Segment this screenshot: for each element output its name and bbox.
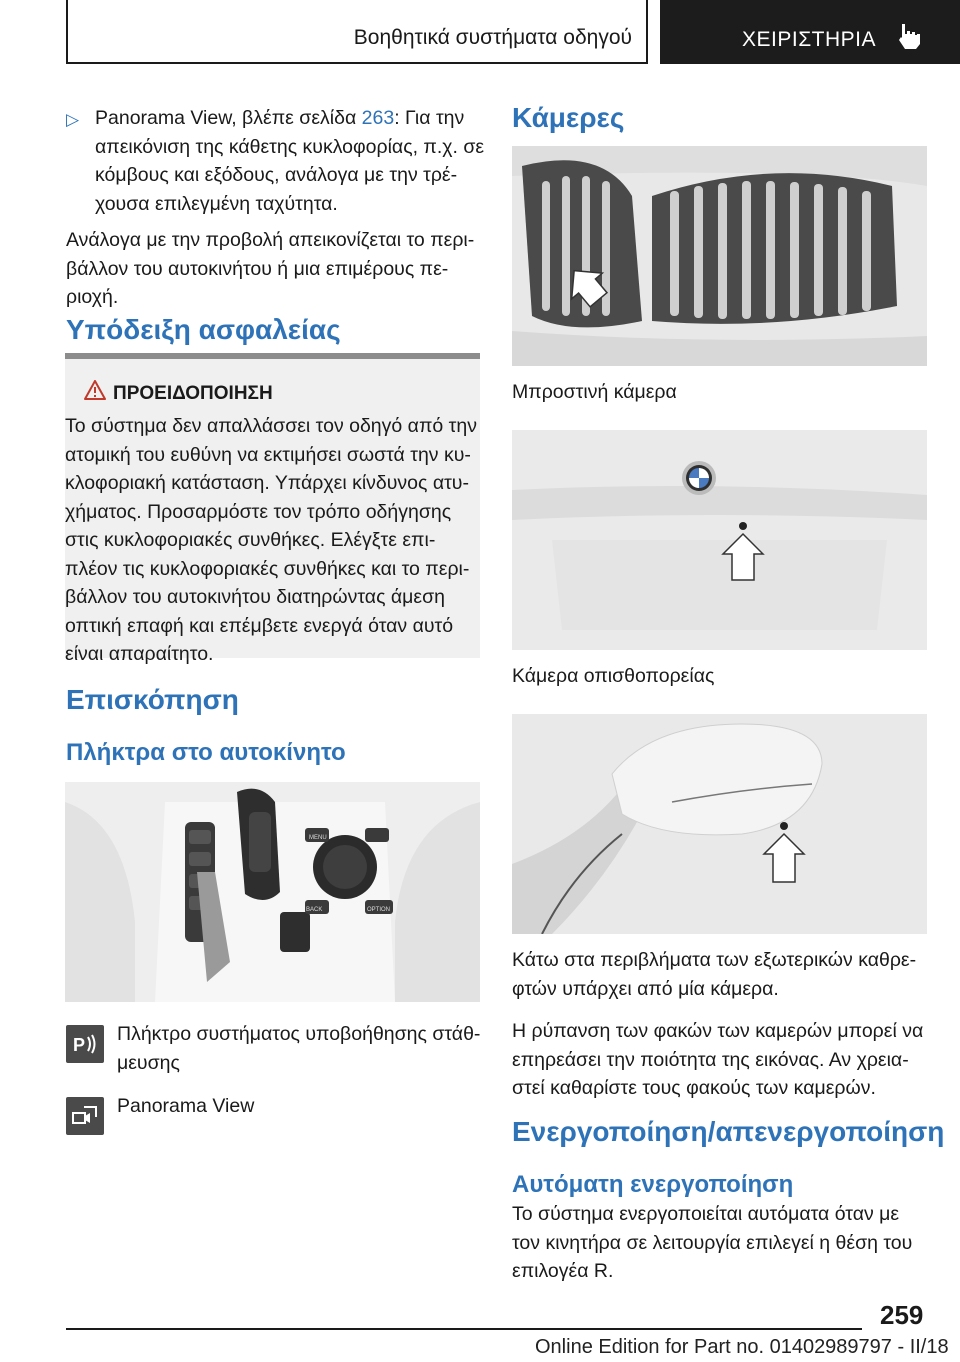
mirror-camera-text [512,946,932,1003]
page-number: 259 [880,1300,924,1330]
paragraph-line: Κάτω στα περιβλήματα των εξωτερικών καθρε- [512,949,917,971]
parking-assistant-button-icon [66,1025,104,1063]
paragraph-line: τον κινητήρα σε λειτουργία επιλεγεί η θέση του [512,1231,913,1254]
panorama-view-button-icon [66,1097,104,1135]
warning-line: χήματος. Προσαρμόστε τον τρόπο οδήγησης [65,500,452,523]
paragraph-line: Ανάλογα με την προβολή απεικονίζεται το περι- [66,229,475,251]
warning-line: οπτική επαφή και επέμβετε ενεργά όταν αυτό [65,614,454,637]
rear-camera-caption: Κάμερα οπισθοπορείας [512,665,715,687]
warning-title: ΠΡΟΕΙΔΟΠΟΙΗΣΗ [113,383,273,404]
page-link[interactable]: 263 [361,107,395,129]
cameras-heading: Κάμερες [512,102,625,133]
list-item-panorama [66,104,486,218]
button-desc-line: Πλήκτρο συστήματος υποβοήθησης στάθ- [117,1023,481,1045]
parking-assistant-description [117,1020,487,1077]
left-column-intro [66,104,486,312]
menu-button-label: MENU [309,835,327,841]
warning-line: στις κυκλοφοριακές συνθήκες. Ελέγξτε επι- [65,529,436,551]
front-camera-image [512,146,927,366]
back-button-label: BACK [306,907,323,913]
auto-activation-text [512,1200,932,1286]
list-item-text: κόμβους και εξόδους, ανάλογα με την τρέ- [95,164,458,186]
front-camera-caption: Μπροστινή κάμερα [512,381,677,403]
warning-triangle-icon [84,380,106,405]
warning-line: ατομική του ευθύνη να εκτιμήσει σωστά την κυ- [65,443,471,466]
activation-heading: Ενεργοποίηση/απενεργοποίηση [512,1116,945,1147]
list-item-text: : Για την [394,107,465,129]
paragraph-line: ριοχή. [66,286,119,308]
list-item-text: απεικόνιση της κάθετης κυκλοφορίας, π.χ. σε [95,135,485,158]
list-item-text: χουσα επιλεγμένη ταχύτητα. [95,192,338,215]
warning-line: Το σύστημα δεν απαλλάσσει τον οδηγό από την [65,415,477,437]
header-manual-box [660,0,960,64]
lens-dirt-text [512,1017,932,1103]
manual-label: ΧΕΙΡΙΣΤΗΡΙΑ [742,28,877,51]
warning-line: πλέον τις κυκλοφοριακές συνθήκες και το περι- [65,557,470,580]
triangle-bullet-icon: ▷ [66,110,80,129]
option-button-label: OPTION [367,907,391,913]
paragraph-line: φτών υπάρχει από μία κάμερα. [512,977,779,1000]
center-console-image [65,782,480,1002]
svg-text:P: P [73,1035,86,1055]
section-title: Βοηθητικά συστήματα οδηγού [353,26,632,49]
warning-line: βάλλον του αυτοκινήτου διατηρώντας άμεση [65,586,445,608]
warning-text [65,412,480,669]
list-item-text: Panorama View, βλέπε σελίδα [95,107,362,129]
buttons-heading: Πλήκτρα στο αυτοκίνητο [66,739,346,766]
mirror-camera-image [512,714,927,934]
header-section-box [66,0,648,64]
paragraph-line: επηρεάσει την ποιότητα της εικόνας. Αν χρεια- [512,1048,909,1071]
paragraph-line: επιλογέα R. [512,1260,614,1282]
warning-line: κλοφοριακή κατάσταση. Υπάρχει κίνδυνος ατυ- [65,472,469,494]
paragraph-line: Το σύστημα ενεργοποιείται αυτόματα όταν με [512,1203,900,1225]
button-desc-line: Panorama View [117,1095,255,1117]
warning-line: είναι απαραίτητο. [65,643,214,665]
button-desc-line: μευσης [117,1051,180,1074]
paragraph-line: Η ρύπανση των φακών των καμερών μπορεί να [512,1020,924,1042]
pointing-hand-icon [896,22,922,55]
safety-heading: Υπόδειξη ασφαλείας [66,314,341,345]
paragraph-line: βάλλον του αυτοκινήτου ή μια επιμέρους πε- [66,257,449,280]
panorama-view-description [117,1092,487,1121]
auto-activation-heading: Αυτόματη ενεργοποίηση [512,1171,794,1198]
paragraph-line: στεί καθαρίστε τους φακούς των καμερών. [512,1077,876,1099]
paragraph [66,226,486,312]
rear-camera-image [512,430,927,650]
footer-divider [66,1328,862,1330]
edition-text: Online Edition for Part no. 01402989797 - II/18 [535,1336,949,1358]
overview-heading: Επισκόπηση [66,684,239,715]
warning-box [65,353,480,665]
